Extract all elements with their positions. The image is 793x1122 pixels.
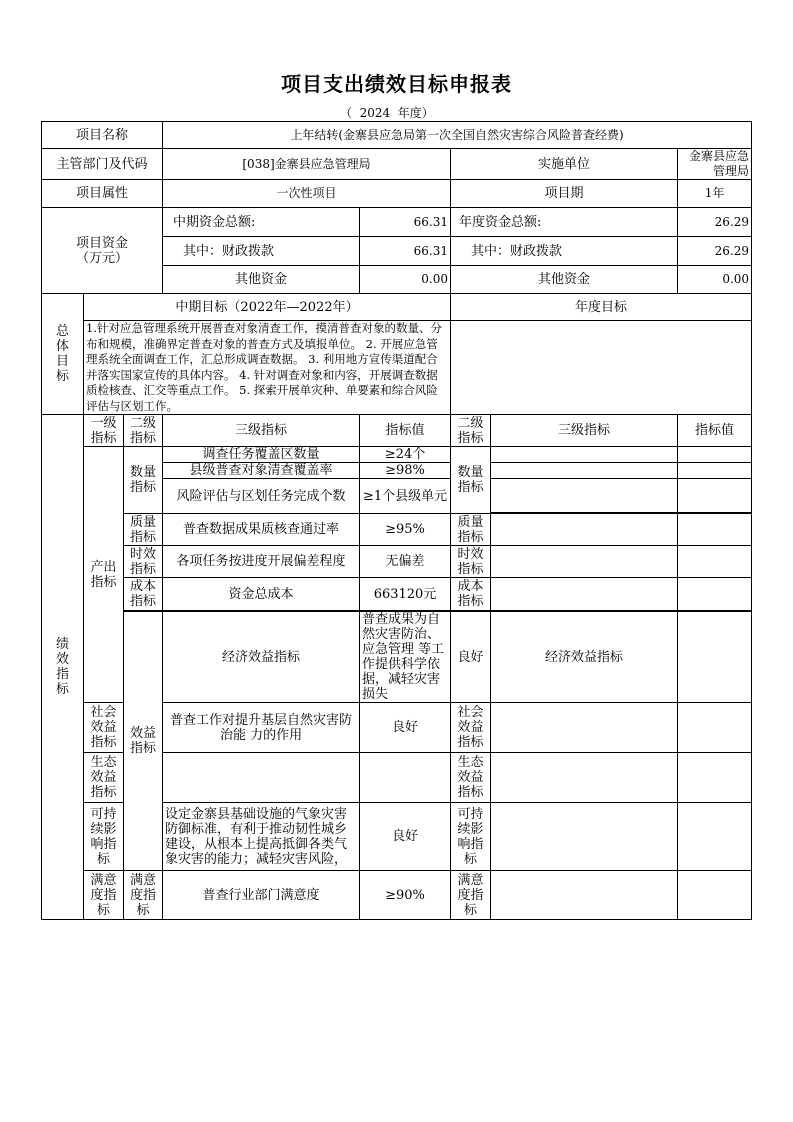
economic-label: 经济效益指标 [163, 612, 360, 703]
quantity-item-1-value: ≥24个 [360, 447, 451, 463]
satisfaction-item-name: 普查行业部门满意度 [163, 871, 360, 920]
period-value: 1年 [678, 180, 752, 208]
year-line: （ 2024 年度） [340, 106, 434, 120]
ecological-label-right: 生态效益指标 [451, 753, 491, 803]
dept-value: [038]金寨县应急管理局 [163, 149, 451, 180]
project-name-value: 上年结转(金寨县应急局第一次全国自然灾害综合风险普查经费) [163, 122, 752, 149]
project-name-label: 项目名称 [42, 122, 163, 149]
year-other-value: 0.00 [678, 266, 752, 294]
quality-item-name: 普查数据成果质核查通过率 [163, 514, 360, 546]
quantity-right-3-value [678, 479, 752, 513]
cost-label: 成本指标 [124, 578, 163, 611]
satisfaction-label: 满意度指标 [124, 871, 163, 920]
cost-label-right: 成本指标 [451, 578, 491, 611]
quality-right-value [678, 514, 752, 546]
mid-other-value: 0.00 [360, 266, 451, 294]
impl-label: 实施单位 [451, 149, 678, 180]
ecological-right-value [678, 753, 752, 803]
satisfaction-item-value: ≥90% [360, 871, 451, 920]
header-value: 指标值 [360, 415, 451, 447]
sustainable-right-name [491, 803, 678, 871]
cost-item-value: 663120元 [360, 578, 451, 611]
quantity-right-2-value [678, 463, 752, 479]
impl-value: 金寨县应急管理局 [678, 149, 752, 180]
year-other-label: 其他资金 [451, 266, 678, 294]
quality-label-right: 质量指标 [451, 514, 491, 546]
performance-goal-table [41, 121, 752, 920]
year-fiscal-value: 26.29 [678, 237, 752, 266]
timeliness-item-name: 各项任务按进度开展偏差程度 [163, 546, 360, 578]
timeliness-right-value [678, 546, 752, 578]
overall-goal-label: 总 体 目 标 [42, 294, 84, 415]
quantity-label: 数量指标 [124, 447, 163, 514]
social-right-name [491, 703, 678, 753]
quantity-right-1-value [678, 447, 752, 463]
timeliness-label: 时效指标 [124, 546, 163, 578]
cost-right-name [491, 578, 678, 611]
social-item-value: 良好 [360, 703, 451, 753]
mid-total-label: 中期资金总额: [163, 208, 360, 237]
year-total-value: 26.29 [678, 208, 752, 237]
sustainable-label-right: 可持续影响指标 [451, 803, 491, 871]
satisfaction-label-right: 满意度指标 [451, 871, 491, 920]
social-label-right: 社会效益指标 [451, 703, 491, 753]
cost-item-name: 资金总成本 [163, 578, 360, 611]
mid-fiscal-value: 66.31 [360, 237, 451, 266]
sustainable-label: 可持续影响指标 [84, 803, 124, 871]
economic-label-right: 经济效益指标 [491, 612, 678, 703]
group-output: 产出指标 [84, 447, 124, 703]
ecological-item-name [163, 753, 360, 803]
attr-value: 一次性项目 [163, 180, 451, 208]
funds-unit: （万元） [76, 250, 129, 266]
header-lvl2-right: 二级指标 [451, 415, 491, 447]
header-lvl3: 三级指标 [163, 415, 360, 447]
attr-label: 项目属性 [42, 180, 163, 208]
quality-right-name [491, 514, 678, 546]
period-label: 项目期 [451, 180, 678, 208]
quality-label: 质量指标 [124, 514, 163, 546]
quantity-item-3-value: ≥1个县级单元 [360, 479, 451, 514]
quantity-right-3-name [491, 479, 678, 513]
group-benefit: 效益指标 [124, 612, 163, 871]
year-goal-header: 年度目标 [451, 294, 752, 321]
sustainable-item-name: 设定金寨县基础设施的气象灾害防御标准，有利于推动韧性城乡建设，从根本上提高抵御各类气象灾害的能力；减轻灾害风险， [163, 803, 360, 871]
social-label: 社会效益指标 [84, 703, 124, 753]
header-value-right: 指标值 [678, 415, 752, 447]
dept-label: 主管部门及代码 [42, 149, 163, 180]
year-fiscal-label: 其中：财政拨款 [451, 237, 678, 266]
mid-fiscal-label: 其中：财政拨款 [163, 237, 360, 266]
funds-label: 项目资金 [76, 235, 129, 251]
timeliness-right-name [491, 546, 678, 578]
ecological-label: 生态效益指标 [84, 753, 124, 803]
satisfaction-right-name [491, 871, 678, 920]
quantity-right-2-name [491, 463, 678, 479]
year-goal-text [451, 321, 752, 415]
economic-right-name [678, 612, 752, 703]
mid-goal-header: 中期目标（2022年—2022年） [84, 294, 451, 321]
quantity-right-1-name [491, 447, 678, 463]
header-lvl2: 二级指标 [124, 415, 163, 447]
quantity-item-3-name: 风险评估与区划任务完成个数 [163, 479, 360, 514]
social-item-name: 普查工作对提升基层自然灾害防治能 力的作用 [163, 703, 360, 753]
sustainable-right-value [678, 803, 752, 871]
mid-total-value: 66.31 [360, 208, 451, 237]
header-lvl1: 一级指标 [84, 415, 124, 447]
sustainable-item-value: 良好 [360, 803, 451, 871]
quantity-item-1-name: 调查任务覆盖区数量 [163, 447, 360, 463]
quantity-label-right: 数量指标 [451, 447, 491, 514]
ecological-item-value [360, 753, 451, 803]
economic-item-value: 良好 [451, 612, 491, 703]
page-title: 项目支出绩效目标申报表 [281, 72, 512, 96]
economic-item-name: 普查成果为自然灾害防治、应急管理 等工作提供科学依据，减轻灾害损失 [360, 612, 451, 703]
satisfaction-right-value [678, 871, 752, 920]
timeliness-item-value: 无偏差 [360, 546, 451, 578]
year-total-label: 年度资金总额: [451, 208, 678, 237]
header-lvl3-right: 三级指标 [491, 415, 678, 447]
group-satisfaction: 满意度指标 [84, 871, 124, 920]
funds-label-cell [42, 208, 163, 294]
quality-item-value: ≥95% [360, 514, 451, 546]
quantity-item-2-value: ≥98% [360, 463, 451, 479]
quantity-item-2-name: 县级普查对象清查覆盖率 [163, 463, 360, 479]
timeliness-label-right: 时效指标 [451, 546, 491, 578]
perf-indicator-label: 绩 效 指 标 [42, 415, 84, 920]
mid-goal-text: 1.针对应急管理系统开展普查对象清查工作，摸清普查对象的数量、分布和规模，准确界定普查对象的普查方式及填报单位。 2. 开展应急管理系统全面调查工作，汇总形成调查数据。 3. 利用地方宣传渠道配合并落实国家宣传的具体内容。 4. 针对调查对象和内容，开展调查数据质检核查、汇交等重点工作。 5. 探索开展单灾种、单要素和综合风险评估与区划工作。 [84, 321, 451, 415]
mid-other-label: 其他资金 [163, 266, 360, 294]
social-right-value [678, 703, 752, 753]
ecological-right-name [491, 753, 678, 803]
cost-right-value [678, 578, 752, 611]
